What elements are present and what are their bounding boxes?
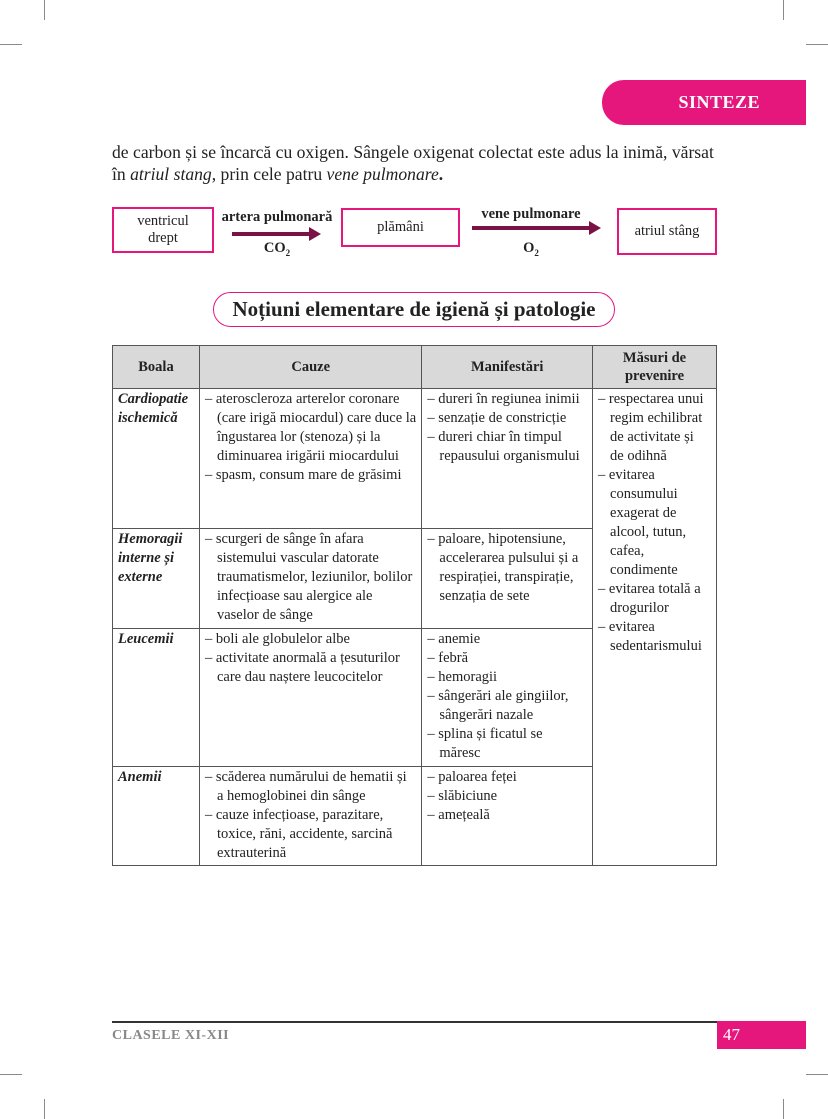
crop-mark: [0, 1074, 22, 1075]
column-header: [593, 346, 717, 389]
list-item: – scurgeri de sânge în afara sistemului vascular datorate traumatismelor, leziunilor, bolilor infecțioase sau alergice ale vaselor de sânge: [205, 530, 416, 625]
list-item: – respectarea unui regim echilibrat de activitate și de odihnă: [598, 390, 711, 466]
manifestations-cell: [422, 529, 593, 629]
disease-name: Hemoragii interne și externe: [113, 529, 200, 629]
flow-box-label: atriul stâng: [634, 223, 700, 239]
intro-paragraph: [112, 141, 722, 185]
list-item: – boli ale globulelor albe: [205, 630, 416, 649]
list-item: – ateroscleroza arterelor coronare (care irigă miocardul) care duce la îngustarea lor (stenoza) și la diminuarea irigării miocardului: [205, 390, 416, 466]
list-item: – sângerări ale gingiilor, sângerări nazale: [427, 687, 587, 725]
list-item: – activitate anormală a țesuturilor care dau naștere leucocitelor: [205, 649, 416, 687]
crop-mark: [0, 44, 22, 45]
crop-mark: [806, 44, 828, 45]
section-tab: [602, 80, 806, 125]
list-item: – evitarea consumului exagerat de alcool, tutun, cafea, condimente: [598, 466, 711, 580]
flow-box-label: ventricul drept: [137, 213, 189, 246]
flow-gas-label: [486, 240, 576, 258]
crop-mark: [783, 0, 784, 20]
arrow-right-icon: [472, 226, 590, 230]
disease-name: Leucemii: [113, 629, 200, 767]
column-header: Cauze: [199, 346, 421, 389]
intro-text: de carbon și se încarcă cu oxigen. Sângele oxigenat colectat este adus la inimă, vărsat în: [112, 142, 714, 184]
list-item: – evitarea sedentarismului: [598, 618, 711, 656]
column-header: Boala: [113, 346, 200, 389]
flow-gas-label: [232, 240, 322, 258]
list-item: – spasm, consum mare de grăsimi: [205, 466, 416, 485]
manifestations-cell: [422, 767, 593, 866]
list-item: – splina și ficatul se măresc: [427, 725, 587, 763]
disease-name: Anemii: [113, 767, 200, 866]
column-header: Manifestări: [422, 346, 593, 389]
list-item: – hemoragii: [427, 668, 587, 687]
footer-rule: [112, 1021, 717, 1023]
flow-arrow-label: artera pulmonară: [221, 209, 333, 225]
gas-formula: O: [523, 240, 535, 256]
causes-cell: [199, 529, 421, 629]
list-item: – senzație de constricție: [427, 409, 587, 428]
list-item: – scăderea numărului de hematii și a hemoglobinei din sânge: [205, 768, 416, 806]
section-tab-label: SINTEZE: [678, 92, 760, 112]
list-item: – cauze infecțioase, parazitare, toxice, răni, accidente, sarcină extrauterină: [205, 806, 416, 863]
gas-subscript: 2: [285, 247, 291, 258]
flow-arrow-label: vene pulmonare: [481, 206, 581, 222]
causes-cell: [199, 389, 421, 529]
flow-box-ventricle: [112, 207, 214, 253]
flow-box-atrium: [617, 208, 717, 255]
flow-box-lungs: [341, 208, 460, 247]
intro-text: , prin cele patru: [211, 164, 327, 184]
list-item: – evitarea totală a drogurilor: [598, 580, 711, 618]
table-row: [113, 389, 717, 529]
crop-mark: [783, 1099, 784, 1119]
list-item: – febră: [427, 649, 587, 668]
prevention-cell: [593, 389, 717, 866]
crop-mark: [806, 1074, 828, 1075]
crop-mark: [44, 1099, 45, 1119]
list-item: – paloare, hipotensiune, accelerarea pulsului și a respirației, transpirație, senzația de sete: [427, 530, 587, 606]
list-item: – paloarea feței: [427, 768, 587, 787]
page-number: [717, 1021, 806, 1049]
arrow-right-icon: [232, 232, 310, 236]
causes-cell: [199, 767, 421, 866]
list-item: – amețeală: [427, 806, 587, 825]
intro-emphasis: vene pulmonare: [326, 164, 439, 184]
gas-subscript: 2: [534, 247, 539, 258]
table-header-row: [113, 346, 717, 389]
footer-text: CLASELE XI-XII: [112, 1028, 230, 1043]
crop-mark: [44, 0, 45, 20]
gas-formula: CO: [263, 240, 286, 256]
list-item: – dureri chiar în timpul repausului organismului: [427, 428, 587, 466]
column-header-text: Măsuri de prevenire: [622, 350, 687, 384]
list-item: – slăbiciune: [427, 787, 587, 806]
pathology-table: [112, 345, 717, 866]
list-item: – anemie: [427, 630, 587, 649]
disease-name: Cardiopatie ischemică: [113, 389, 200, 529]
manifestations-cell: [422, 389, 593, 529]
page-number-text: 47: [723, 1025, 740, 1044]
intro-emphasis: atriul stang: [130, 164, 212, 184]
list-item: – dureri în regiunea inimii: [427, 390, 587, 409]
section-title: [213, 292, 615, 327]
section-title-text: Noțiuni elementare de igienă și patologie: [232, 297, 596, 321]
intro-text: .: [438, 164, 444, 184]
manifestations-cell: [422, 629, 593, 767]
causes-cell: [199, 629, 421, 767]
flow-box-label: plămâni: [377, 219, 424, 235]
